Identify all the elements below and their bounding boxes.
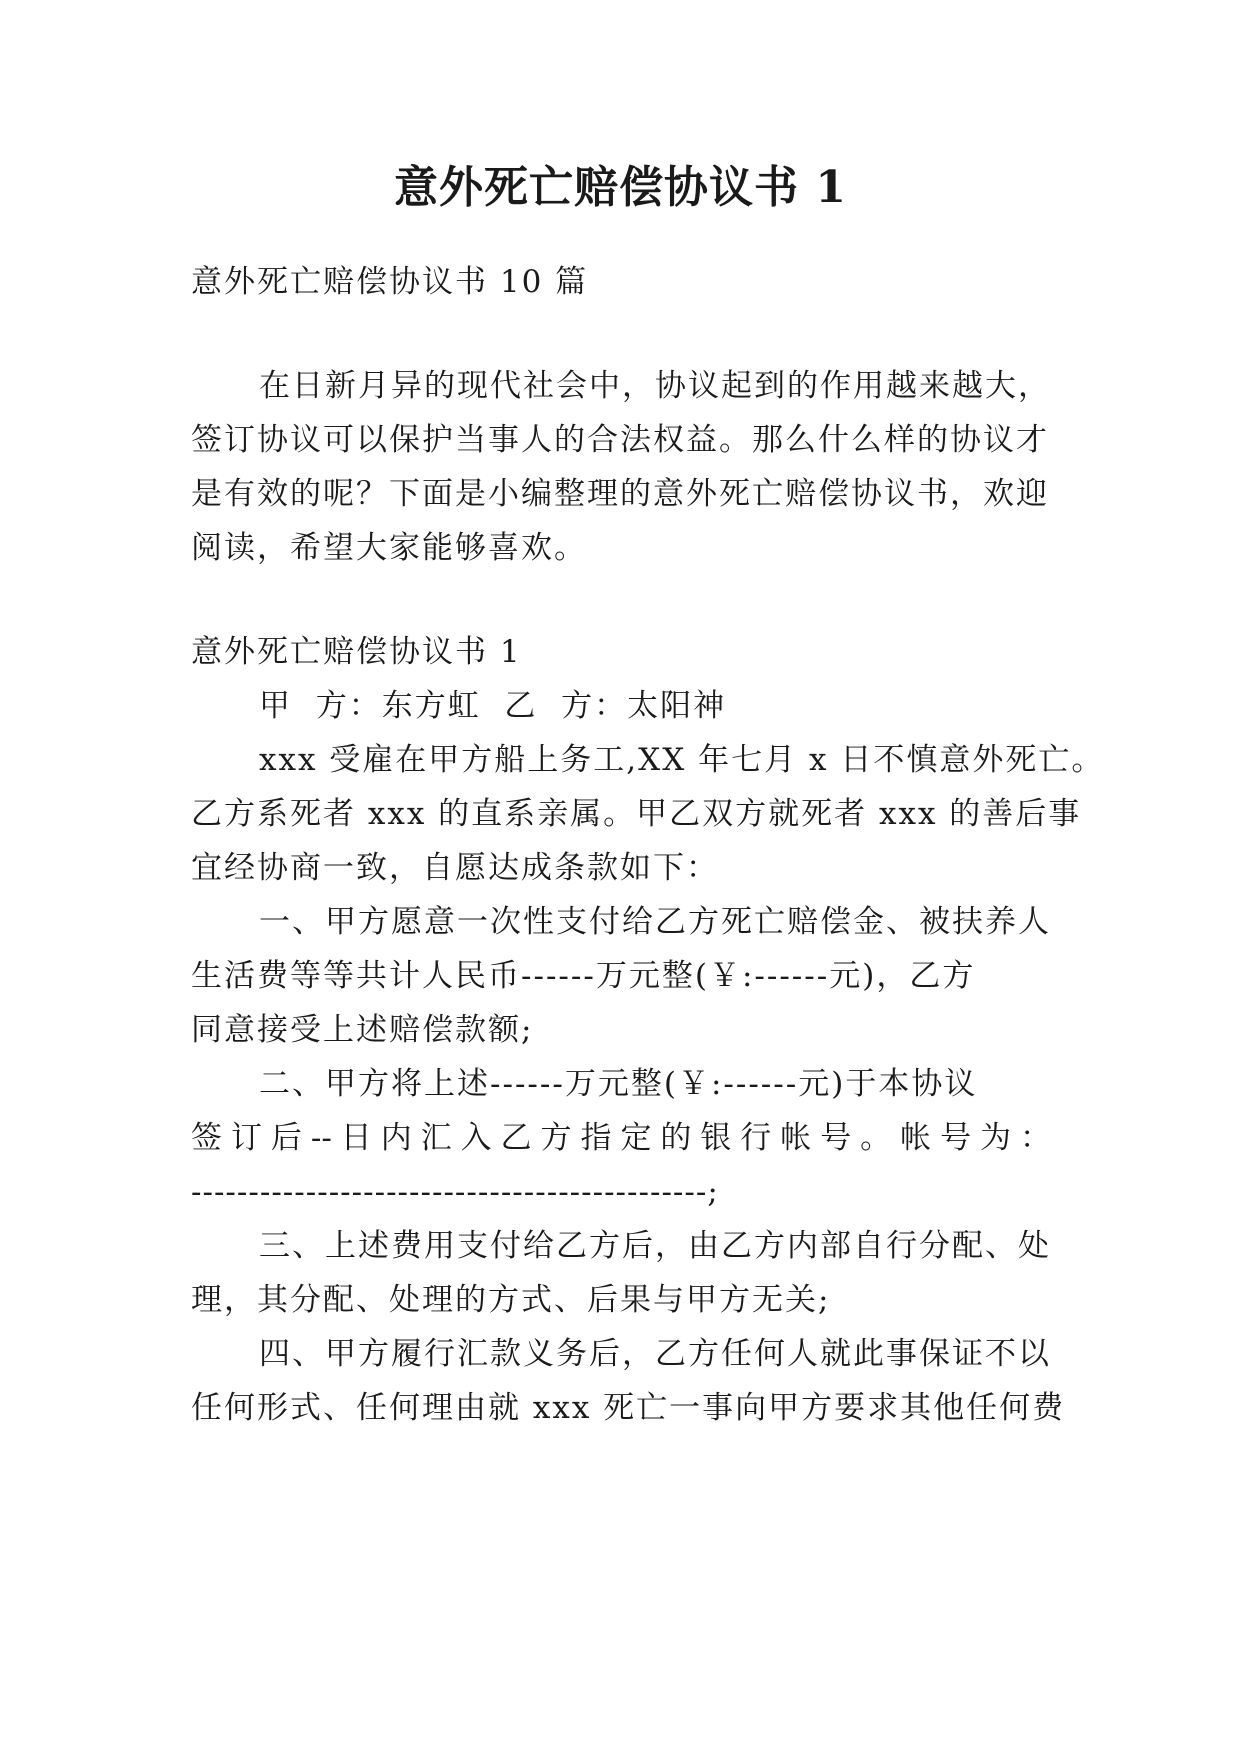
intro-line-3: 是有效的呢？下面是小编整理的意外死亡赔偿协议书，欢迎 bbox=[191, 476, 1049, 512]
section-heading: 意外死亡赔偿协议书 1 bbox=[191, 634, 522, 670]
body-line-4: 一、甲方愿意一次性支付给乙方死亡赔偿金、被扶养人 bbox=[259, 904, 1051, 940]
parties-line: 甲 方：东方虹 乙 方：太阳神 bbox=[259, 688, 727, 724]
body-line-1: xxx 受雇在甲方船上务工,XX 年七月 x 日不慎意外死亡。 bbox=[259, 742, 1105, 778]
body-line-6: 同意接受上述赔偿款额; bbox=[191, 1012, 534, 1048]
body-line-12: 四、甲方履行汇款义务后，乙方任何人就此事保证不以 bbox=[259, 1336, 1051, 1372]
body-line-7: 二、甲方将上述------万元整(￥:------元)于本协议 bbox=[259, 1066, 978, 1102]
body-line-3: 宜经协商一致，自愿达成条款如下： bbox=[191, 850, 719, 886]
body-line-11: 理，其分配、处理的方式、后果与甲方无关; bbox=[191, 1282, 831, 1318]
intro-line-1: 在日新月异的现代社会中，协议起到的作用越来越大， bbox=[259, 368, 1051, 404]
body-line-13: 任何形式、任何理由就 xxx 死亡一事向甲方要求其他任何费 bbox=[191, 1390, 1066, 1426]
document-subtitle: 意外死亡赔偿协议书 10 篇 bbox=[191, 264, 589, 300]
body-line-2: 乙方系死者 xxx 的直系亲属。甲乙双方就死者 xxx 的善后事 bbox=[191, 796, 1082, 832]
intro-line-4: 阅读，希望大家能够喜欢。 bbox=[191, 530, 587, 566]
body-line-10: 三、上述费用支付给乙方后，由乙方内部自行分配、处 bbox=[259, 1228, 1051, 1264]
document-title: 意外死亡赔偿协议书 1 bbox=[394, 162, 847, 213]
body-line-5: 生活费等等共计人民币------万元整(￥:------元)，乙方 bbox=[191, 958, 976, 994]
intro-line-2: 签订协议可以保护当事人的合法权益。那么什么样的协议才 bbox=[191, 422, 1049, 458]
account-blank-line: ---------------------------------------------; bbox=[191, 1174, 719, 1210]
body-line-8: 签订后--日内汇入乙方指定的银行帐号。帐号为： bbox=[191, 1120, 1051, 1156]
